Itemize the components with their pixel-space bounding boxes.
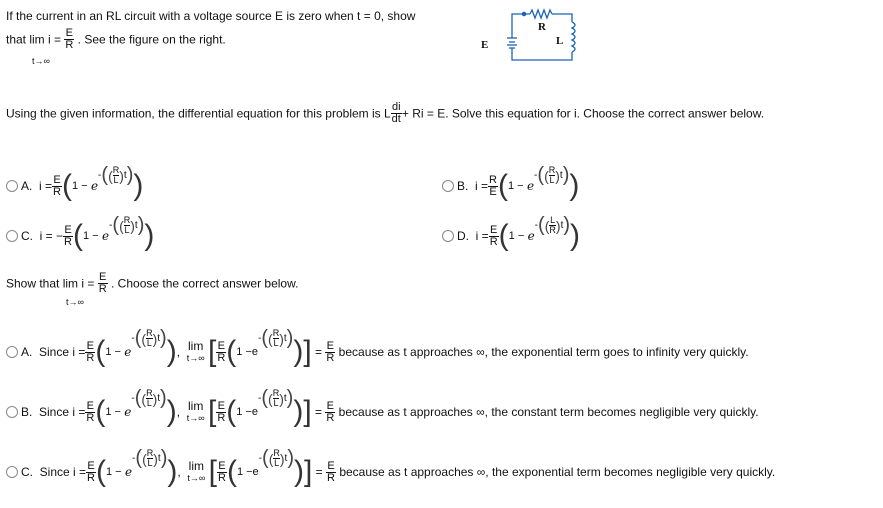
show-statement	[6, 272, 298, 295]
radio-button[interactable]	[6, 406, 18, 418]
radio-button[interactable]	[442, 180, 454, 192]
part1-option-a[interactable]: A. i = $\frac{E}{R}$ (1 − e-(( $\frac{R}{L}$ )t))	[6, 172, 143, 200]
result-fraction: $\frac{E}{R}$	[326, 339, 335, 364]
inductor-label: L	[556, 35, 564, 47]
circuit-wire-bottom	[512, 48, 572, 60]
circuit-wire-top	[512, 14, 530, 20]
option-lhs: i =	[475, 179, 489, 193]
exponent: -(( $\frac{R}{L}$ )t)	[109, 214, 145, 236]
show-post: . Choose the correct answer below.	[111, 276, 299, 291]
show-fraction: $\frac{E}{R}$	[98, 271, 107, 295]
result-fraction: $\frac{E}{R}$	[326, 399, 335, 424]
option-letter: A.	[21, 179, 33, 193]
de-pre: Using the given information, the differential equation for this problem is L	[6, 106, 391, 121]
intro-limit-sub: t→∞	[32, 56, 50, 66]
intro-fraction: $\frac{E}{R}$	[65, 27, 74, 51]
di-dt-fraction: $\frac{di}{dt}$	[391, 101, 401, 125]
part2-option-a[interactable]: A. Since i = $\frac{E}{R}$ (1 − e-(( $\frac{R}{L}$ )t)), lim t→∞ [ $\frac{E}{R}$ (1 −e-(( $\frac{R}{L}$ )t))] = $\frac{E}{R}$ because as t approaches ∞, the exponential term goes to infinity very quickly.	[6, 335, 749, 369]
exponent: -(( $\frac{R}{L}$ )t)	[131, 327, 167, 349]
option-reason: because as t approaches ∞, the exponential term becomes negligible very quickly.	[339, 465, 776, 479]
intro-see-figure: . See the figure on the right.	[77, 32, 226, 47]
intro-line-2	[6, 28, 226, 51]
exponent: -(( $\frac{L}{R}$ )t)	[534, 214, 571, 236]
rl-circuit-diagram	[478, 8, 588, 66]
option-letter: A.	[21, 345, 33, 359]
since-text: Since i =	[39, 345, 86, 359]
radio-button[interactable]	[442, 230, 454, 242]
limit-operator: lim t→∞	[187, 459, 206, 483]
option-reason: because as t approaches ∞, the constant term becomes negligible very quickly.	[338, 405, 759, 419]
exponent: -(( $\frac{R}{L}$ )t)	[258, 447, 294, 469]
limit-operator: lim t→∞	[186, 339, 205, 363]
part1-option-d[interactable]: D. i = $\frac{E}{R}$ (1 − e-(( $\frac{L}{R}$ )t))	[442, 222, 580, 250]
circuit-wire-right	[552, 14, 572, 22]
since-text: Since i =	[39, 465, 87, 479]
limit-fraction: $\frac{E}{R}$	[217, 459, 226, 484]
option-lhs: i =	[475, 229, 489, 243]
intro-that-lim: that lim i =	[6, 32, 62, 47]
exponent: -(( $\frac{R}{L}$ )t)	[98, 164, 134, 186]
exponent: -(( $\frac{R}{L}$ )t)	[534, 164, 570, 186]
part1-option-c[interactable]: C. i = − $\frac{E}{R}$ (1 − e-(( $\frac{R}{L}$ )t))	[6, 222, 154, 250]
radio-button[interactable]	[6, 230, 18, 242]
since-text: Since i =	[39, 405, 86, 419]
option-letter: D.	[457, 229, 469, 243]
radio-button[interactable]	[6, 180, 18, 192]
resistor-zigzag	[530, 10, 552, 18]
part1-option-b[interactable]: B. i = $\frac{R}{E}$ (1 − e-(( $\frac{R}{L}$ )t))	[442, 172, 579, 200]
since-fraction: $\frac{E}{R}$	[87, 459, 95, 484]
exponent: -(( $\frac{R}{L}$ )t)	[131, 387, 167, 409]
exponent-fraction: $\frac{R}{L}$	[146, 328, 153, 348]
exponent: -(( $\frac{R}{L}$ )t)	[132, 447, 168, 469]
show-limit-sub: t→∞	[66, 297, 84, 307]
part2-option-c[interactable]: C. Since i = $\frac{E}{R}$ (1 − e-(( $\frac{R}{L}$ )t)), lim t→∞ [ $\frac{E}{R}$ (1 −e-(( $\frac{R}{L}$ )t))] = $\frac{E}{R}$ because as t approaches ∞, the exponential term becomes negligible very quickly.	[6, 455, 775, 489]
exponent-fraction: $\frac{L}{R}$	[549, 215, 556, 235]
since-fraction: $\frac{E}{R}$	[86, 339, 95, 364]
result-fraction: $\frac{E}{R}$	[327, 459, 335, 484]
option-letter: B.	[21, 405, 33, 419]
de-statement	[6, 102, 764, 125]
exponent-fraction: $\frac{R}{L}$	[123, 215, 131, 235]
option-letter: B.	[457, 179, 469, 193]
limit-fraction: $\frac{E}{R}$	[217, 339, 226, 364]
exponent: -(( $\frac{R}{L}$ )t)	[258, 327, 294, 349]
since-fraction: $\frac{E}{R}$	[86, 399, 95, 424]
exponent-fraction: $\frac{R}{L}$	[112, 165, 120, 185]
intro-line-1: If the current in an RL circuit with a voltage source E is zero when t = 0, show	[6, 9, 416, 23]
exponent-fraction: $\frac{R}{L}$	[548, 165, 556, 185]
option-lhs: i = −	[39, 229, 64, 243]
option-letter: C.	[21, 229, 33, 243]
option-fraction: $\frac{E}{R}$	[53, 173, 61, 198]
inductor-coil	[572, 22, 575, 52]
option-fraction: $\frac{E}{R}$	[489, 223, 498, 248]
part2-option-b[interactable]: B. Since i = $\frac{E}{R}$ (1 − e-(( $\frac{R}{L}$ )t)), lim t→∞ [ $\frac{E}{R}$ (1 −e-(( $\frac{R}{L}$ )t))] = $\frac{E}{R}$ because as t approaches ∞, the constant term becomes negligible very quickly.	[6, 395, 759, 429]
limit-fraction: $\frac{E}{R}$	[217, 399, 226, 424]
switch-node	[522, 12, 525, 15]
option-reason: because as t approaches ∞, the exponential term goes to infinity very quickly.	[338, 345, 749, 359]
resistor-label: R	[538, 21, 546, 33]
radio-button[interactable]	[6, 346, 18, 358]
exponent-fraction: $\frac{R}{L}$	[146, 388, 153, 408]
limit-operator: lim t→∞	[186, 399, 205, 423]
exponent-fraction: $\frac{R}{L}$	[146, 448, 154, 468]
show-pre: Show that lim i =	[6, 276, 95, 291]
de-post: + Ri = E. Solve this equation for i. Choose the correct answer below.	[401, 106, 765, 121]
option-letter: C.	[21, 465, 33, 479]
option-fraction: $\frac{R}{E}$	[489, 173, 497, 198]
radio-button[interactable]	[6, 466, 18, 478]
source-label: E	[481, 39, 489, 51]
option-fraction: $\frac{E}{R}$	[64, 223, 72, 248]
exponent: -(( $\frac{R}{L}$ )t)	[258, 387, 294, 409]
option-lhs: i =	[39, 179, 53, 193]
